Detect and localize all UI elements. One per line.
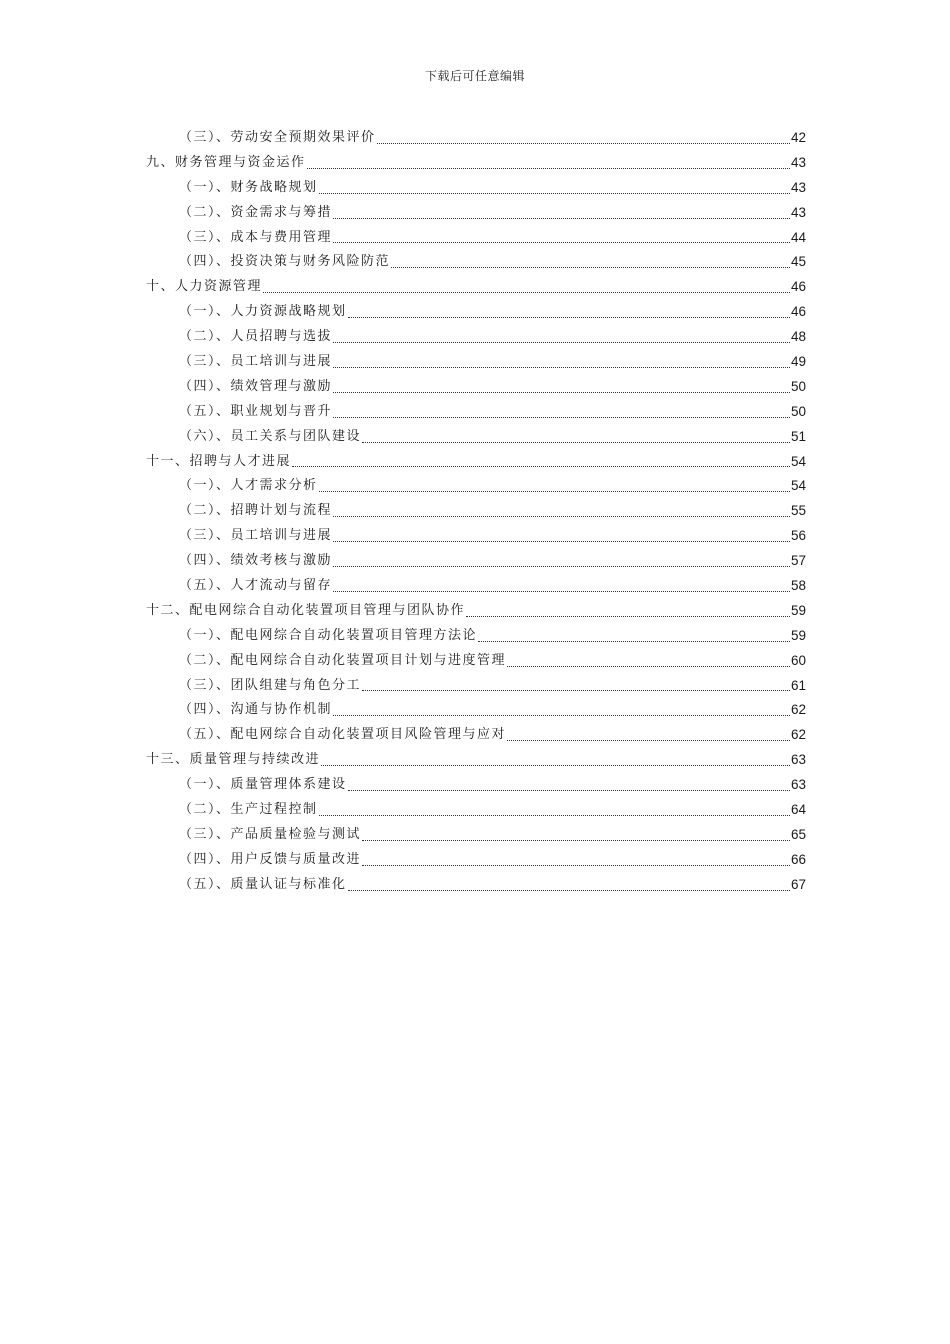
- toc-entry-page-number: 63: [790, 752, 806, 768]
- toc-entry-page-number: 43: [790, 179, 806, 195]
- toc-dot-leader: [348, 790, 790, 791]
- toc-entry-page-number: 46: [790, 279, 806, 295]
- toc-chapter-entry[interactable]: [146, 151, 806, 176]
- toc-entry-page-number: 50: [790, 403, 806, 419]
- toc-entry-page-number: 54: [790, 453, 806, 469]
- toc-dot-leader: [321, 765, 790, 766]
- toc-section-entry[interactable]: [146, 250, 806, 275]
- toc-entry-page-number: 42: [790, 129, 806, 145]
- toc-entry-page-number: 67: [790, 876, 806, 892]
- toc-dot-leader: [319, 193, 790, 194]
- toc-dot-leader: [362, 442, 790, 443]
- toc-entry-page-number: 43: [790, 204, 806, 220]
- toc-entry-page-number: 50: [790, 378, 806, 394]
- toc-entry-title: （三）、员工培训与进展: [179, 528, 333, 544]
- toc-entry-title: （三）、团队组建与角色分工: [179, 677, 362, 693]
- toc-section-entry[interactable]: [146, 873, 806, 898]
- toc-section-entry[interactable]: [146, 773, 806, 798]
- toc-entry-title: （三）、员工培训与进展: [179, 354, 333, 369]
- toc-entry-title: （二）、人员招聘与选拔: [179, 329, 333, 345]
- toc-chapter-entry[interactable]: [146, 748, 806, 773]
- toc-dot-leader: [348, 317, 790, 318]
- toc-entry-title: 十二、配电网综合自动化装置项目管理与团队协作: [146, 602, 466, 618]
- toc-entry-page-number: 65: [790, 826, 806, 842]
- toc-section-entry[interactable]: [146, 698, 806, 723]
- toc-dot-leader: [333, 218, 790, 219]
- toc-entry-page-number: 43: [790, 154, 806, 170]
- toc-entry-page-number: 57: [790, 553, 806, 569]
- toc-dot-leader: [263, 292, 790, 293]
- toc-section-entry[interactable]: [146, 325, 806, 350]
- toc-section-entry[interactable]: [146, 499, 806, 524]
- toc-entry-title: （五）、质量认证与标准化: [179, 876, 347, 892]
- toc-entry-page-number: 59: [790, 602, 806, 618]
- toc-entry-title: 十三、质量管理与持续改进: [146, 752, 321, 768]
- toc-dot-leader: [307, 168, 790, 169]
- toc-entry-title: （二）、资金需求与筹措: [179, 204, 333, 220]
- toc-entry-page-number: 58: [790, 578, 806, 594]
- toc-entry-page-number: 45: [790, 254, 806, 270]
- toc-dot-leader: [377, 143, 790, 144]
- toc-entry-title: （一）、质量管理体系建设: [179, 777, 347, 793]
- toc-entry-title: （四）、沟通与协作机制: [179, 702, 333, 718]
- toc-entry-page-number: 60: [790, 652, 806, 668]
- toc-entry-title: （一）、配电网综合自动化装置项目管理方法论: [179, 627, 478, 643]
- toc-dot-leader: [292, 466, 790, 467]
- toc-entry-title: （五）、人才流动与留存: [179, 578, 333, 594]
- toc-section-entry[interactable]: [146, 474, 806, 499]
- toc-dot-leader: [333, 392, 790, 393]
- toc-dot-leader: [362, 690, 790, 691]
- toc-chapter-entry[interactable]: [146, 599, 806, 624]
- toc-entry-title: （五）、配电网综合自动化装置项目风险管理与应对: [179, 727, 507, 743]
- toc-entry-page-number: 62: [790, 702, 806, 718]
- toc-entry-title: （四）、绩效管理与激励: [179, 378, 333, 394]
- toc-entry-title: （二）、生产过程控制: [179, 802, 318, 818]
- toc-section-entry[interactable]: [146, 201, 806, 226]
- toc-entry-page-number: 44: [790, 229, 806, 245]
- toc-section-entry[interactable]: [146, 674, 806, 699]
- toc-entry-page-number: 59: [790, 627, 806, 643]
- toc-dot-leader: [333, 541, 790, 542]
- toc-section-entry[interactable]: [146, 798, 806, 823]
- toc-entry-page-number: 46: [790, 304, 806, 320]
- toc-section-entry[interactable]: [146, 524, 806, 549]
- toc-entry-title: （五）、职业规划与晋升: [179, 403, 333, 419]
- toc-entry-page-number: 64: [790, 802, 806, 818]
- toc-section-entry[interactable]: [146, 300, 806, 325]
- toc-section-entry[interactable]: [146, 723, 806, 748]
- toc-entry-page-number: 55: [790, 503, 806, 519]
- toc-entry-page-number: 62: [790, 727, 806, 743]
- toc-entry-title: （四）、绩效考核与激励: [179, 553, 333, 569]
- toc-section-entry[interactable]: [146, 823, 806, 848]
- toc-entry-title: （三）、劳动安全预期效果评价: [179, 129, 376, 145]
- toc-dot-leader: [319, 815, 790, 816]
- toc-dot-leader: [507, 740, 790, 741]
- toc-dot-leader: [319, 491, 790, 492]
- toc-dot-leader: [348, 890, 790, 891]
- toc-entry-title: 十、人力资源管理: [146, 279, 263, 295]
- toc-section-entry[interactable]: [146, 649, 806, 674]
- toc-dot-leader: [507, 666, 790, 667]
- toc-section-entry[interactable]: [146, 176, 806, 201]
- toc-entry-title: （三）、成本与费用管理: [179, 229, 333, 245]
- toc-entry-page-number: 66: [790, 851, 806, 867]
- toc-dot-leader: [333, 591, 790, 592]
- toc-section-entry[interactable]: [146, 848, 806, 873]
- toc-dot-leader: [466, 616, 790, 617]
- toc-entry-title: （一）、财务战略规划: [179, 179, 318, 195]
- toc-dot-leader: [362, 840, 790, 841]
- toc-entry-title: （四）、用户反馈与质量改进: [179, 851, 362, 867]
- toc-dot-leader: [478, 641, 790, 642]
- toc-entry-page-number: 49: [790, 354, 806, 369]
- toc-dot-leader: [391, 267, 790, 268]
- toc-section-entry[interactable]: [146, 574, 806, 599]
- toc-entry-title: （六）、员工关系与团队建设: [179, 428, 362, 444]
- toc-section-entry[interactable]: [146, 375, 806, 400]
- toc-entry-title: （四）、投资决策与财务风险防范: [179, 254, 391, 270]
- toc-section-entry[interactable]: [146, 126, 806, 151]
- toc-entry-page-number: 51: [790, 428, 806, 444]
- page-header: 下载后可任意编辑: [424, 69, 525, 83]
- toc-entry-page-number: 54: [790, 478, 806, 494]
- toc-entry-page-number: 61: [790, 677, 806, 693]
- toc-entry-page-number: 48: [790, 329, 806, 345]
- toc-dot-leader: [333, 417, 790, 418]
- toc-dot-leader: [333, 242, 790, 243]
- toc-entry-title: （一）、人才需求分析: [179, 478, 318, 494]
- toc-section-entry[interactable]: [146, 624, 806, 649]
- toc-entry-page-number: 56: [790, 528, 806, 544]
- toc-chapter-entry[interactable]: [146, 275, 806, 300]
- toc-dot-leader: [333, 367, 790, 368]
- toc-entry-title: 十一、招聘与人才进展: [146, 453, 292, 469]
- toc-chapter-entry[interactable]: [146, 450, 806, 475]
- table-of-contents: [146, 126, 806, 898]
- toc-section-entry[interactable]: [146, 226, 806, 251]
- toc-entry-title: （一）、人力资源战略规划: [179, 304, 347, 320]
- toc-entry-page-number: 63: [790, 777, 806, 793]
- toc-dot-leader: [333, 715, 790, 716]
- toc-section-entry[interactable]: [146, 400, 806, 425]
- toc-entry-title: （二）、配电网综合自动化装置项目计划与进度管理: [179, 652, 507, 668]
- toc-entry-title: （二）、招聘计划与流程: [179, 503, 333, 519]
- toc-section-entry[interactable]: [146, 425, 806, 450]
- toc-entry-title: 九、财务管理与资金运作: [146, 154, 306, 170]
- toc-entry-title: （三）、产品质量检验与测试: [179, 826, 362, 842]
- toc-section-entry[interactable]: [146, 350, 806, 375]
- toc-dot-leader: [333, 516, 790, 517]
- toc-section-entry[interactable]: [146, 549, 806, 574]
- toc-dot-leader: [333, 342, 790, 343]
- toc-dot-leader: [362, 865, 790, 866]
- toc-dot-leader: [333, 566, 790, 567]
